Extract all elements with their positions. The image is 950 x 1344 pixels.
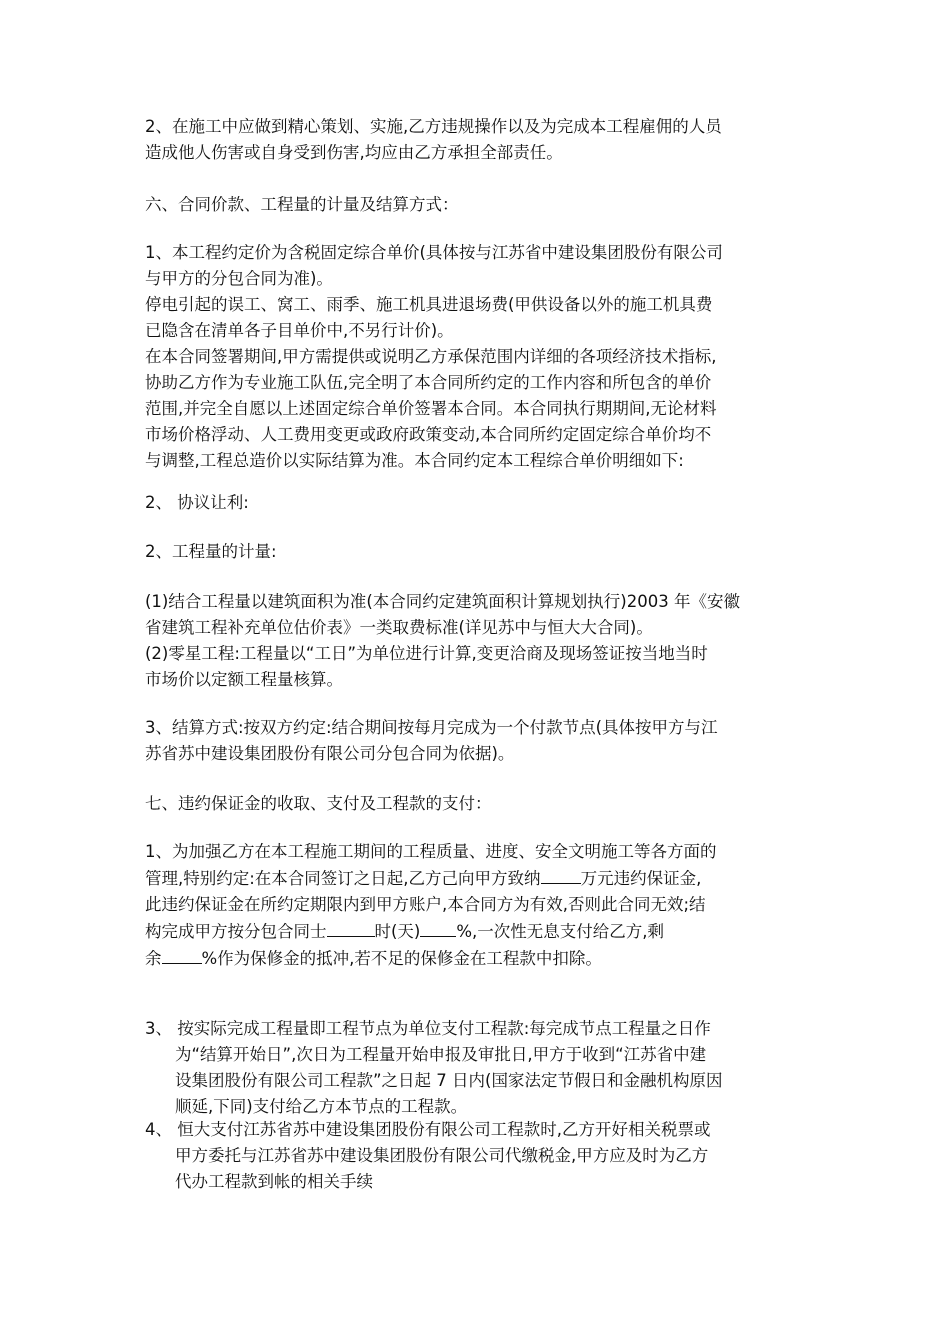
paragraph-discount: 2、 协议让利: <box>145 493 249 512</box>
paragraph-tax-payment: 4、 恒大支付江苏省苏中建设集团股份有限公司工程款时,乙方开好相关税票或 甲方委托与江苏省苏中建设集团股份有限公司代缴税金,甲方应及时为乙方 代办工程款到帐的相关手续 <box>145 1120 711 1191</box>
deposit-amount-blank <box>541 865 581 884</box>
section-heading-7: 七、违约保证金的收取、支付及工程款的支付： <box>145 794 492 813</box>
paragraph-quantity-heading: 2、工程量的计量: <box>145 542 277 561</box>
paragraph-quantity-measurement: (1)结合工程量以建筑面积为准(本合同约定建筑面积计算规划执行)2003 年《安徽 省建筑工程补充单位估价表》一类取费标准(详见苏中与恒大大合同)。 (2)零星工程:工程量以“工日”为单位进行计算,变更洽商及现场签证按当地当时 市场价以定额工程量核算。 <box>145 592 740 689</box>
section-heading-6: 六、合同价款、工程量的计量及结算方式： <box>145 195 459 214</box>
paragraph-settlement-method: 3、结算方式:按双方约定:结合期间按每月完成为一个付款节点(具体按甲方与江 苏省苏中建设集团股份有限公司分包合同为依据)。 <box>145 718 718 763</box>
percent-blank <box>420 918 456 937</box>
paragraph-safety-responsibility: 2、在施工中应做到精心策划、实施,乙方违规操作以及为完成本工程雇佣的人员 造成他人伤害或自身受到伤害,均应由乙方承担全部责任。 <box>145 117 722 162</box>
time-days-blank <box>327 918 375 937</box>
paragraph-node-payment: 3、 按实际完成工程量即工程节点为单位支付工程款:每完成节点工程量之日作 为“结算开始日”,次日为工程量开始申报及审批日,甲方于收到“江苏省中建 设集团股份有限公司工程款”之日起 7 日内(国家法定节假日和金融机构原因 顺延,下同)支付给乙方本节点的工程款。 <box>145 1019 723 1116</box>
remaining-percent-blank <box>162 945 202 964</box>
paragraph-deposit: 1、为加强乙方在本工程施工期间的工程质量、进度、安全文明施工等各方面的 管理,特别约定:在本合同签订之日起,乙方己向甲方致纳 万元违约保证金, 此违约保证金在所约定期限内到甲方账户,本合同方为有效,否则此合同无效;结 构完成甲方按分包合同士 时(天) %,一次性无息支付给乙方,剩 余 %作为保修金的抵冲,若不足的保修金在工程款中扣除。 <box>145 842 717 968</box>
paragraph-unit-price: 1、本工程约定价为含税固定综合单价(具体按与江苏省中建设集团股份有限公司 与甲方的分包合同为准)。 停电引起的误工、窝工、雨季、施工机具进退场费(甲供设备以外的施工机具费 已隐含在清单各子目单价中,不另行计价)。 在本合同签署期间,甲方需提供或说明乙方承保范围内详细的各项经济技术指标, 协助乙方作为专业施工队伍,完全明了本合同所约定的工作内容和所包含的单价 范围,并完全自愿以上述固定综合单价签署本合同。本合同执行期期间,无论材料 市场价格浮动、人工费用变更或政府政策变动,本合同所约定固定综合单价均不 与调整,工程总造价以实际结算为准。本合同约定本工程综合单价明细如下: <box>145 243 723 470</box>
